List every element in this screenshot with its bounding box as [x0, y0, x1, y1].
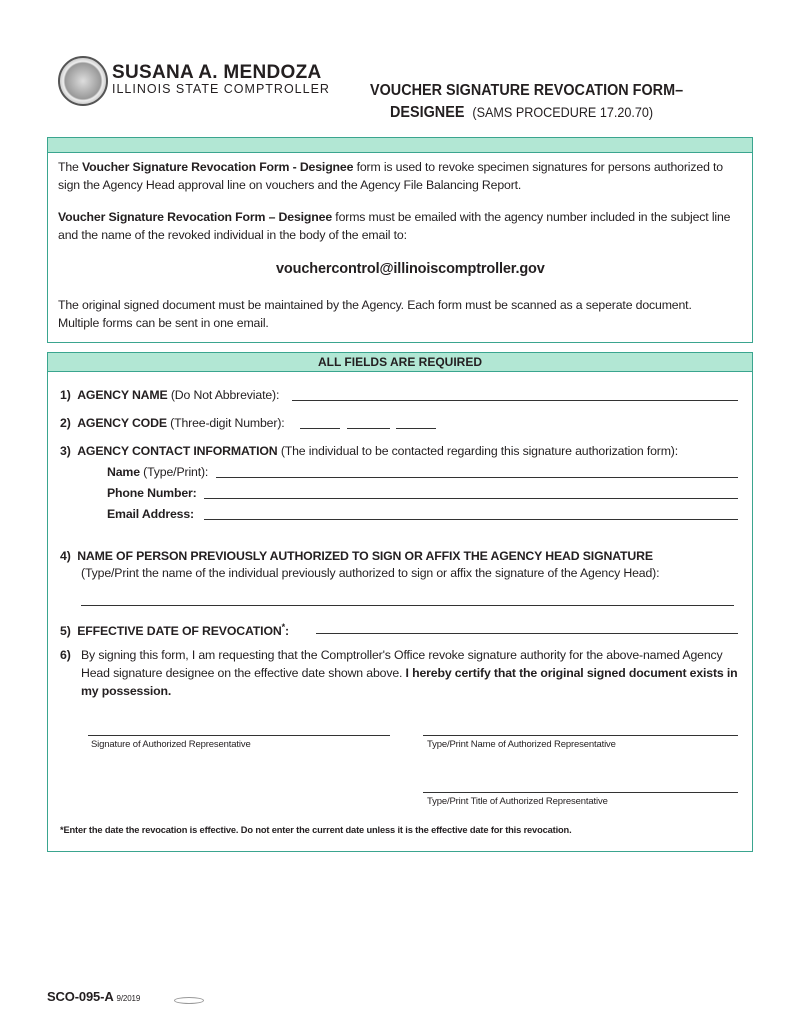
procedure-ref: (SAMS PROCEDURE 17.20.70) [472, 104, 654, 120]
certification-number: 6) [60, 648, 71, 662]
phone-field[interactable] [204, 498, 738, 499]
agency-name-label: 1) AGENCY NAME (Do Not Abbreviate): [60, 388, 280, 402]
signature-caption: Signature of Authorized Representative [91, 739, 251, 750]
previous-signer-hint: (Type/Print the name of the individual previously authorized to sign or affix the signature of the Agency Head): [81, 566, 660, 580]
required-band: ALL FIELDS ARE REQUIRED [48, 353, 752, 372]
certification-text: By signing this form, I am requesting that the Comptroller's Office revoke signature authority for the above-named Agency Head signature designee on the effective date shown above. I hereby certify that the original signed document exists in my possession. [81, 648, 738, 698]
agency-code-field-3[interactable] [396, 428, 436, 429]
form-id: SCO-095-A 9/2019 [47, 989, 141, 1004]
submission-email-link[interactable]: vouchercontrol@illinoiscomptroller.gov [276, 261, 545, 277]
agency-code-label: 2) AGENCY CODE (Three-digit Number): [60, 416, 285, 430]
comptroller-subtitle: ILLINOIS STATE COMPTROLLER [112, 82, 330, 96]
agency-code-field-1[interactable] [300, 428, 340, 429]
email-label: Email Address: [107, 507, 194, 521]
effective-date-label: 5) EFFECTIVE DATE OF REVOCATION*: [60, 622, 289, 639]
email-field[interactable] [204, 519, 738, 520]
phone-label: Phone Number: [107, 486, 197, 500]
form-title-line2 [390, 104, 653, 122]
contact-info-label: 3) AGENCY CONTACT INFORMATION (The individual to be contacted regarding this signature authorization form): [60, 444, 679, 458]
agency-code-field-2[interactable] [347, 428, 390, 429]
title-designee: DESIGNEE [390, 104, 465, 121]
printer-mark-icon [174, 997, 204, 1004]
retention-note: The original signed document must be maintained by the Agency. Each form must be scanned as a seperate document. Multiple forms can be sent in one email. [58, 298, 692, 330]
print-title-caption: Type/Print Title of Authorized Representative [427, 796, 608, 807]
previous-signer-field[interactable] [81, 605, 734, 606]
form-title: VOUCHER SIGNATURE REVOCATION FORM– [370, 82, 684, 99]
previous-signer-label: 4) NAME OF PERSON PREVIOUSLY AUTHORIZED TO SIGN OR AFFIX THE AGENCY HEAD SIGNATURE [60, 549, 653, 563]
instructions-box [47, 137, 753, 343]
footnote: *Enter the date the revocation is effective. Do not enter the current date unless it is the effective date for this revocation. [60, 825, 572, 835]
effective-date-field[interactable] [316, 633, 738, 634]
form-revision-date: 9/2019 [116, 994, 141, 1003]
print-name-caption: Type/Print Name of Authorized Representative [427, 739, 616, 750]
contact-name-label: Name (Type/Print): [107, 465, 209, 479]
intro-paragraph: The Voucher Signature Revocation Form - Designee form is used to revoke specimen signatures for persons authorized to sign the Agency Head approval line on vouchers and the Agency File Balancing Report. [58, 160, 723, 192]
contact-name-field[interactable] [216, 477, 738, 478]
state-seal-logo [58, 56, 108, 106]
comptroller-name: SUSANA A. MENDOZA [112, 62, 322, 83]
instructions-band [48, 138, 752, 153]
email-instructions: Voucher Signature Revocation Form – Designee forms must be emailed with the agency number included in the subject line and the name of the revoked individual in the body of the email to: [58, 210, 731, 242]
agency-name-field[interactable] [292, 400, 738, 401]
